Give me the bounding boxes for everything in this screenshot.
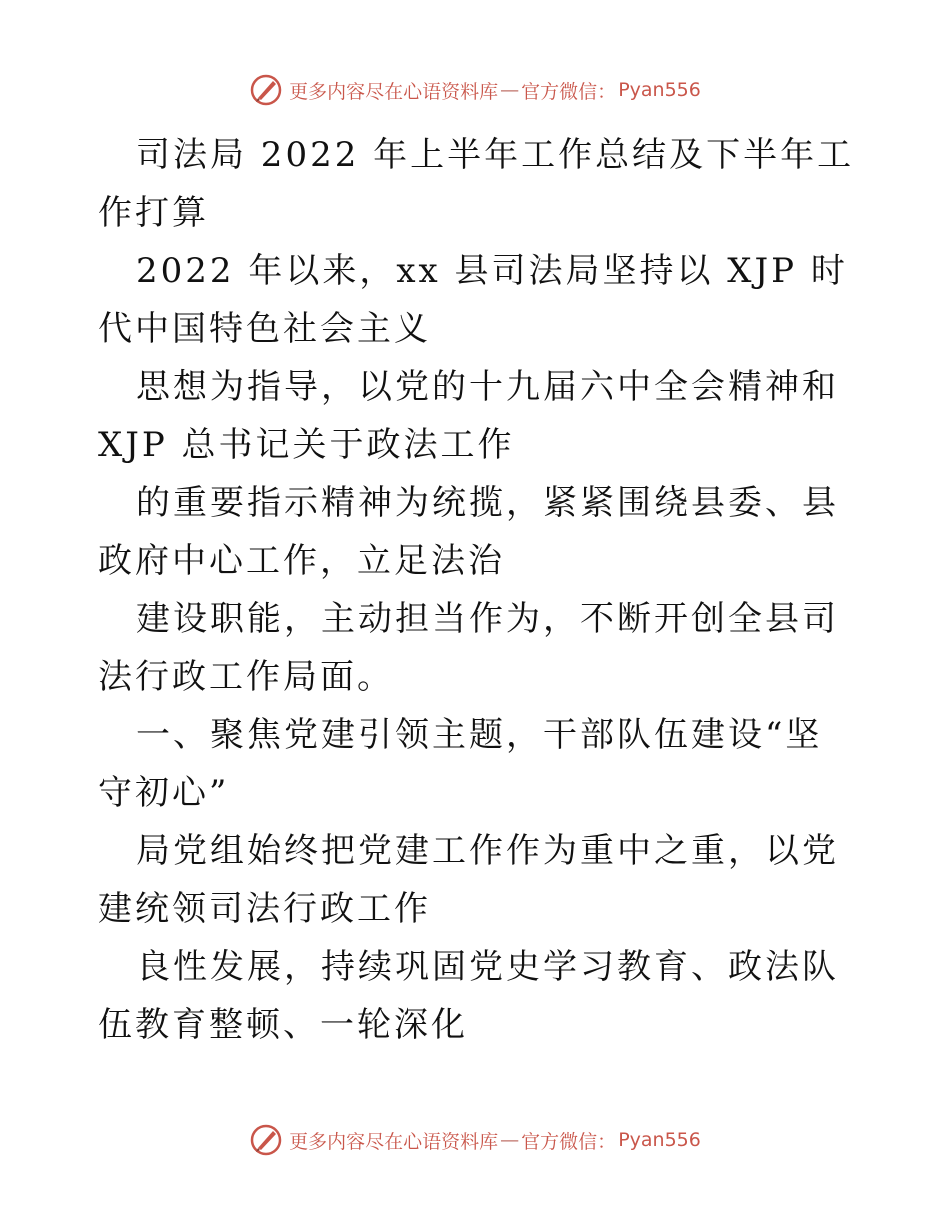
watermark-contact-label: 官方微信： (521, 1130, 617, 1153)
feather-pen-logo-icon (249, 73, 283, 107)
watermark-brand: 更多内容尽在心语资料库 (289, 80, 499, 103)
watermark-separator: — (500, 1129, 520, 1151)
watermark-separator: — (500, 79, 520, 101)
body-paragraph: 建设职能，主动担当作为，不断开创全县司法行政工作局面。 (98, 599, 839, 697)
body-paragraph: 思想为指导，以党的十九届六中全会精神和 XJP 总书记关于政法工作 (98, 367, 839, 465)
section-heading-paragraph: 一、聚焦党建引领主题，干部队伍建设“坚守初心” (98, 715, 823, 813)
body-paragraph: 局党组始终把党建工作作为重中之重，以党建统领司法行政工作 (98, 831, 839, 929)
body-paragraph: 2022 年以来，xx 县司法局坚持以 XJP 时代中国特色社会主义 (98, 251, 848, 349)
feather-pen-logo-icon (249, 1123, 283, 1157)
body-paragraph: 良性发展，持续巩固党史学习教育、政法队伍教育整顿、一轮深化 (98, 947, 839, 1045)
watermark-brand: 更多内容尽在心语资料库 (289, 1130, 499, 1153)
watermark-contact-id: Pyan556 (618, 1129, 701, 1151)
body-paragraph: 的重要指示精神为统揽，紧紧围绕县委、县政府中心工作，立足法治 (98, 483, 839, 581)
header-watermark (0, 70, 950, 110)
footer-watermark (0, 1120, 950, 1160)
watermark-contact-id: Pyan556 (618, 79, 701, 101)
document-body (98, 126, 858, 1054)
document-title-paragraph: 司法局 2022 年上半年工作总结及下半年工作打算 (98, 135, 855, 233)
watermark-contact-label: 官方微信： (521, 80, 617, 103)
